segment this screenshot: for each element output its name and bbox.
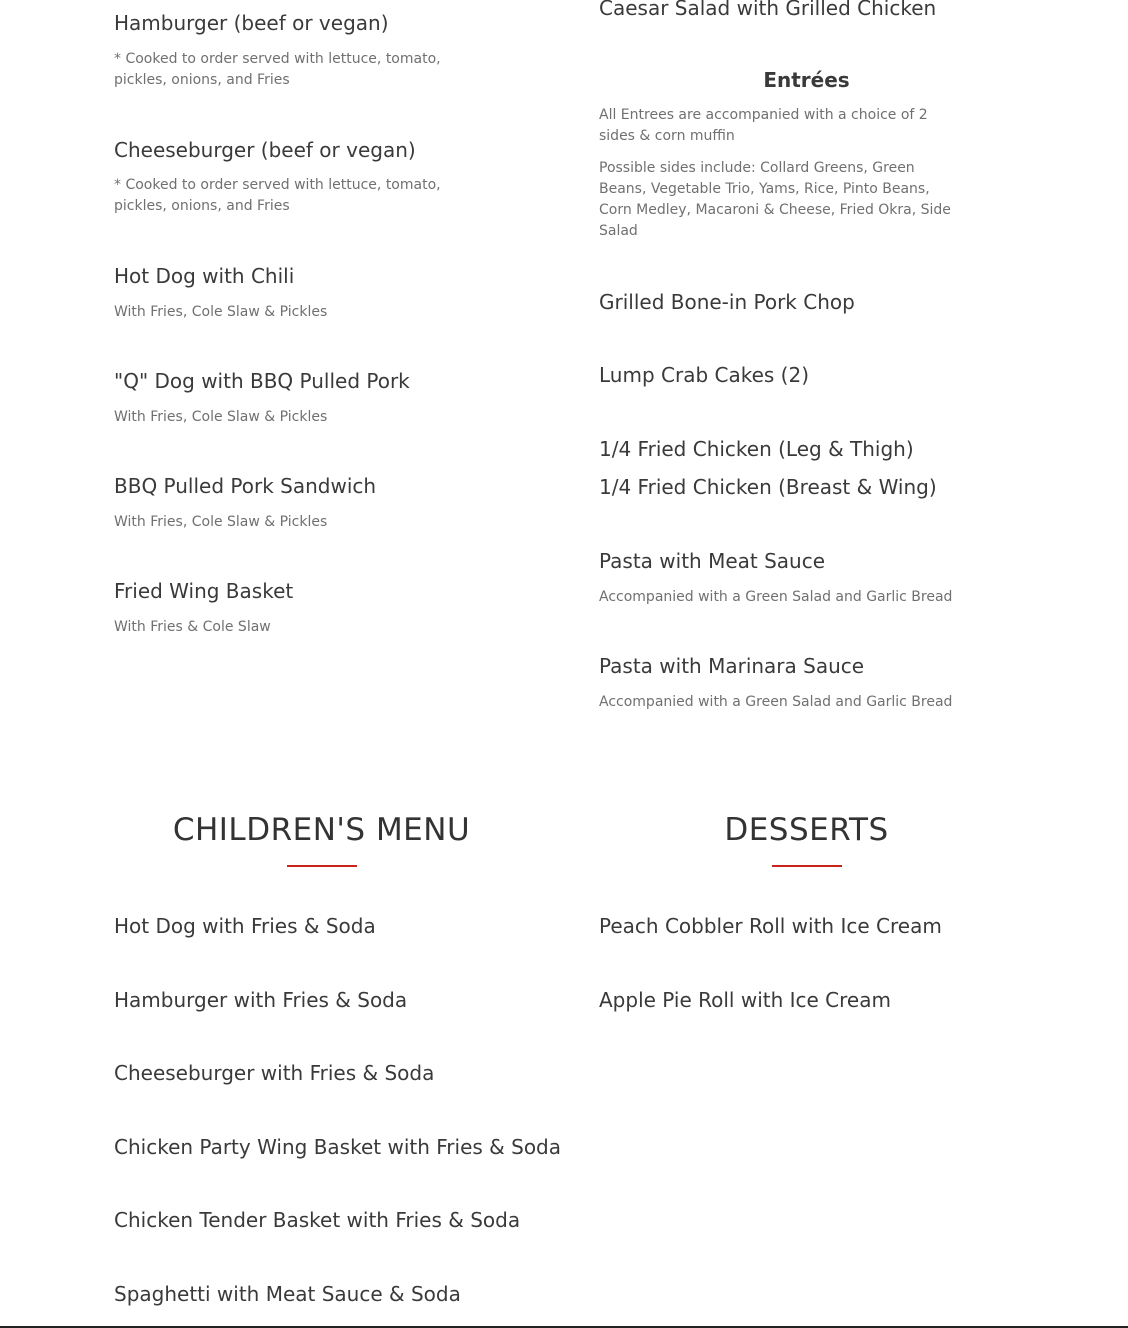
menu-item-description: With Fries, Cole Slaw & Pickles [114, 409, 328, 425]
menu-item-description: With Fries, Cole Slaw & Pickles [114, 304, 328, 320]
menu-item-title: Cheeseburger with Fries & Soda [114, 1061, 435, 1085]
menu-item-title: Fried Wing Basket [114, 579, 294, 603]
section-divider [772, 865, 842, 867]
menu-item-title: BBQ Pulled Pork Sandwich [114, 474, 377, 498]
menu-item-title: Hamburger with Fries & Soda [114, 988, 408, 1012]
menu-item-description: Accompanied with a Green Salad and Garlic Bread [599, 589, 953, 605]
menu-item-title: Pasta with Marinara Sauce [599, 654, 865, 678]
menu-item-title: Spaghetti with Meat Sauce & Soda [114, 1282, 461, 1306]
menu-item-title: Hot Dog with Chili [114, 264, 295, 288]
menu-item [114, 9, 389, 37]
menu-item-title: Chicken Party Wing Basket with Fries & Soda [114, 1135, 562, 1159]
menu-item-title: Hamburger (beef or vegan) [114, 11, 389, 35]
menu-item-title: Pasta with Meat Sauce [599, 549, 826, 573]
menu-item-description: Accompanied with a Green Salad and Garlic Bread [599, 694, 953, 710]
menu-item-title: Apple Pie Roll with Ice Cream [599, 988, 891, 1012]
menu-item-description: * Cooked to order served with lettuce, tomato, pickles, onions, and Fries [114, 51, 441, 88]
desserts-title: DESSERTS [724, 812, 889, 848]
menu-item-description: With Fries, Cole Slaw & Pickles [114, 514, 328, 530]
childrens-menu-title: CHILDREN'S MENU [172, 812, 471, 848]
menu-item-title: "Q" Dog with BBQ Pulled Pork [114, 369, 410, 393]
menu-item-title: Lump Crab Cakes (2) [599, 363, 809, 387]
menu-item-title: Peach Cobbler Roll with Ice Cream [599, 914, 942, 938]
menu-item-title: Chicken Tender Basket with Fries & Soda [114, 1208, 521, 1232]
menu-item-description: * Cooked to order served with lettuce, tomato, pickles, onions, and Fries [114, 177, 441, 214]
sides-note: Possible sides include: Collard Greens, Green Beans, Vegetable Trio, Yams, Rice, Pinto Beans, Corn Medley, Macaroni & Cheese, Fried Okra, Side Salad [599, 160, 951, 239]
menu-item-title: Caesar Salad with Grilled Chicken [599, 0, 937, 20]
menu-item-title: Hot Dog with Fries & Soda [114, 914, 376, 938]
menu-item-title: Grilled Bone-in Pork Chop [599, 290, 855, 314]
entrees-heading: Entrées [763, 68, 850, 92]
menu-item-title: Cheeseburger (beef or vegan) [114, 138, 416, 162]
menu-item-title: 1/4 Fried Chicken (Leg & Thigh) [599, 437, 914, 461]
menu-item-description: With Fries & Cole Slaw [114, 619, 271, 635]
section-divider [287, 865, 357, 867]
menu-item-title: 1/4 Fried Chicken (Breast & Wing) [599, 475, 937, 499]
entrees-note: All Entrees are accompanied with a choice of 2 sides & corn muffin [599, 107, 928, 144]
